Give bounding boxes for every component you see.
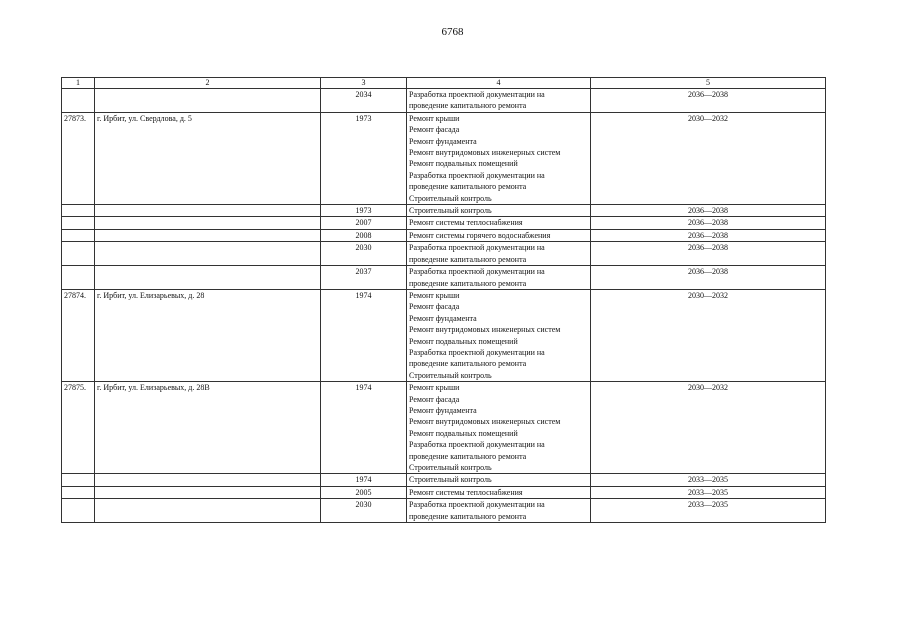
- address: [95, 242, 321, 266]
- planned-period: 2036—2038: [591, 266, 826, 290]
- work-type-line: Разработка проектной документации на: [409, 170, 545, 180]
- row-number: 27875.: [62, 382, 95, 474]
- year: 2007: [321, 217, 407, 229]
- planned-period: 2030—2032: [591, 382, 826, 474]
- work-type-line: проведение капитального ремонта: [409, 451, 527, 461]
- planned-period: 2036—2038: [591, 242, 826, 266]
- work-type-line: Ремонт фасада: [409, 302, 460, 312]
- row-number: 27874.: [62, 289, 95, 381]
- work-type-line: проведение капитального ремонта: [409, 278, 527, 288]
- header-col-5: 5: [591, 78, 826, 89]
- row-number: [62, 499, 95, 523]
- page-number: 6768: [441, 26, 464, 38]
- year: 2030: [321, 242, 407, 266]
- work-types: [407, 289, 591, 381]
- work-type-line: Разработка проектной документации на: [409, 243, 545, 253]
- work-types: [407, 205, 591, 217]
- table-row: [62, 112, 826, 204]
- header-row: [62, 78, 826, 89]
- work-types: [407, 382, 591, 474]
- row-number: 27873.: [62, 112, 95, 204]
- planned-period: 2030—2032: [591, 289, 826, 381]
- work-type-line: Ремонт системы горячего водоснабжения: [409, 230, 551, 240]
- year: 2034: [321, 89, 407, 113]
- header-col-2: 2: [95, 78, 321, 89]
- row-number: [62, 217, 95, 229]
- row-number: [62, 89, 95, 113]
- row-number: [62, 486, 95, 498]
- address: [95, 229, 321, 241]
- planned-period: 2036—2038: [591, 89, 826, 113]
- row-number: [62, 266, 95, 290]
- row-number: [62, 474, 95, 486]
- planned-period: 2036—2038: [591, 205, 826, 217]
- table-row: [62, 242, 826, 266]
- row-number: [62, 205, 95, 217]
- table-row: [62, 289, 826, 381]
- address: [95, 217, 321, 229]
- table-row: [62, 474, 826, 486]
- address: [95, 205, 321, 217]
- table-body: [62, 89, 826, 523]
- table-row: [62, 382, 826, 474]
- planned-period: 2036—2038: [591, 217, 826, 229]
- work-type-line: Разработка проектной документации на: [409, 500, 545, 510]
- address: [95, 499, 321, 523]
- work-types: [407, 112, 591, 204]
- table-row: [62, 205, 826, 217]
- work-type-line: Разработка проектной документации на: [409, 347, 545, 357]
- work-type-line: Ремонт системы теплоснабжения: [409, 487, 523, 497]
- work-type-line: Ремонт фундамента: [409, 136, 477, 146]
- work-type-line: Ремонт подвальных помещений: [409, 428, 518, 438]
- work-type-line: Разработка проектной документации на: [409, 267, 545, 277]
- address: [95, 474, 321, 486]
- work-types: [407, 217, 591, 229]
- planned-period: 2033—2035: [591, 499, 826, 523]
- work-types: [407, 486, 591, 498]
- table-row: [62, 89, 826, 113]
- year: 1974: [321, 289, 407, 381]
- address: [95, 89, 321, 113]
- work-type-line: Ремонт подвальных помещений: [409, 159, 518, 169]
- row-number: [62, 229, 95, 241]
- planned-period: 2033—2035: [591, 486, 826, 498]
- work-type-line: проведение капитального ремонта: [409, 182, 527, 192]
- row-number: [62, 242, 95, 266]
- header-col-1: 1: [62, 78, 95, 89]
- year: 2030: [321, 499, 407, 523]
- work-type-line: Ремонт системы теплоснабжения: [409, 218, 523, 228]
- work-types: [407, 242, 591, 266]
- work-type-line: Ремонт фасада: [409, 125, 460, 135]
- year: 1974: [321, 474, 407, 486]
- work-type-line: Строительный контроль: [409, 370, 492, 380]
- work-types: [407, 266, 591, 290]
- address: [95, 486, 321, 498]
- table-row: [62, 266, 826, 290]
- work-types: [407, 499, 591, 523]
- table-row: [62, 217, 826, 229]
- work-type-line: Строительный контроль: [409, 475, 492, 485]
- year: 2037: [321, 266, 407, 290]
- work-type-line: Строительный контроль: [409, 463, 492, 472]
- work-type-line: Ремонт внутридомовых инженерных систем: [409, 148, 561, 158]
- address: г. Ирбит, ул. Елизарьевых, д. 28В: [95, 382, 321, 474]
- header-col-4: 4: [407, 78, 591, 89]
- address: г. Ирбит, ул. Свердлова, д. 5: [95, 112, 321, 204]
- work-type-line: Ремонт фундамента: [409, 313, 477, 323]
- address: [95, 266, 321, 290]
- planned-period: 2033—2035: [591, 474, 826, 486]
- work-type-line: проведение капитального ремонта: [409, 254, 527, 264]
- work-type-line: Ремонт крыши: [409, 113, 460, 123]
- planned-period: 2030—2032: [591, 112, 826, 204]
- work-types: [407, 229, 591, 241]
- year: 1973: [321, 112, 407, 204]
- work-types: [407, 89, 591, 113]
- work-type-line: Ремонт внутридомовых инженерных систем: [409, 325, 561, 335]
- year: 2008: [321, 229, 407, 241]
- year: 1974: [321, 382, 407, 474]
- table-row: [62, 229, 826, 241]
- work-type-line: Разработка проектной документации на: [409, 440, 545, 450]
- year: 1973: [321, 205, 407, 217]
- year: 2005: [321, 486, 407, 498]
- work-type-line: Строительный контроль: [409, 206, 492, 216]
- work-types: [407, 474, 591, 486]
- table-row: [62, 486, 826, 498]
- work-type-line: проведение капитального ремонта: [409, 101, 527, 111]
- work-type-line: Ремонт крыши: [409, 290, 460, 300]
- register-table: [61, 77, 826, 523]
- planned-period: 2036—2038: [591, 229, 826, 241]
- address: г. Ирбит, ул. Елизарьевых, д. 28: [95, 289, 321, 381]
- work-type-line: Ремонт подвальных помещений: [409, 336, 518, 346]
- work-type-line: Ремонт фундамента: [409, 405, 477, 415]
- table-row: [62, 499, 826, 523]
- work-type-line: проведение капитального ремонта: [409, 359, 527, 369]
- work-type-line: Строительный контроль: [409, 193, 492, 203]
- work-type-line: Ремонт внутридомовых инженерных систем: [409, 417, 561, 427]
- work-type-line: Разработка проектной документации на: [409, 90, 545, 99]
- work-type-line: Ремонт крыши: [409, 383, 460, 393]
- header-col-3: 3: [321, 78, 407, 89]
- work-type-line: проведение капитального ремонта: [409, 511, 527, 521]
- work-type-line: Ремонт фасада: [409, 394, 460, 404]
